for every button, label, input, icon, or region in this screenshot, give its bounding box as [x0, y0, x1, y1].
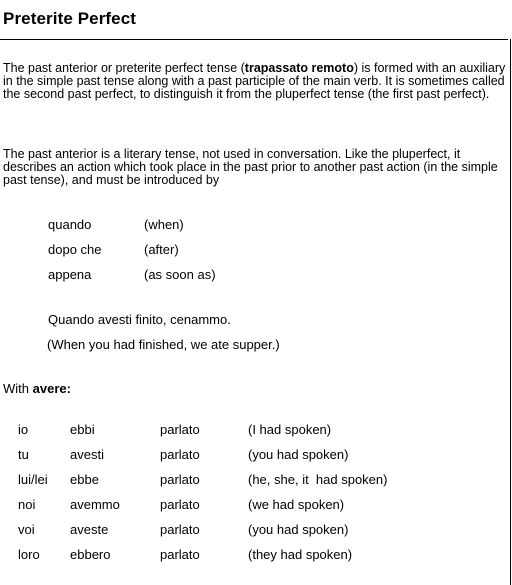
translation-cell: (you had spoken) — [248, 447, 349, 462]
participle-cell: parlato — [160, 497, 200, 512]
conjunction-italian: dopo che — [48, 242, 102, 257]
conjunction-english: (when) — [144, 217, 184, 232]
with-avere-label — [3, 381, 71, 396]
auxiliary-cell: ebbero — [70, 547, 111, 562]
right-border — [510, 39, 511, 585]
auxiliary-cell: aveste — [70, 522, 109, 537]
auxiliary-cell: avemmo — [70, 497, 120, 512]
participle-cell: parlato — [160, 547, 200, 562]
conjunction-italian: quando — [48, 217, 92, 232]
pronoun-cell: lui/lei — [18, 472, 48, 487]
auxiliary-cell: ebbi — [70, 422, 95, 437]
intro-text-end: ) is formed with an auxiliary in the simple past tense along with a past participle of the main verb. It is sometimes called the second past perfect, to distinguish it from the pluperfect tense (the first past perfect). — [3, 61, 506, 101]
conjunction-english: (after) — [144, 242, 179, 257]
auxiliary-cell: avesti — [70, 447, 104, 462]
pronoun-cell: io — [18, 422, 29, 437]
pronoun-cell: voi — [18, 522, 35, 537]
participle-cell: parlato — [160, 422, 200, 437]
participle-cell: parlato — [160, 472, 200, 487]
page-title: Preterite Perfect — [3, 9, 137, 28]
with-verb: avere: — [32, 381, 71, 396]
pronoun-cell: loro — [18, 547, 40, 562]
conjunction-italian: appena — [48, 267, 92, 282]
title-divider — [0, 39, 508, 40]
intro-bold-term: trapassato remoto — [244, 61, 354, 75]
translation-cell: (I had spoken) — [248, 422, 332, 437]
literary-paragraph: The past anterior is a literary tense, not used in conversation. Like the pluperfect, it describes an action which took place in the past prior to another past action (in the simple past tense), and must be introduced by — [3, 147, 498, 187]
participle-cell: parlato — [160, 447, 200, 462]
translation-cell: (they had spoken) — [248, 547, 353, 562]
auxiliary-cell: ebbe — [70, 472, 99, 487]
translation-cell: (we had spoken) — [248, 497, 345, 512]
translation-cell: (he, she, it had spoken) — [248, 472, 388, 487]
translation-cell: (you had spoken) — [248, 522, 349, 537]
pronoun-cell: noi — [18, 497, 36, 512]
participle-cell: parlato — [160, 522, 200, 537]
conjunction-english: (as soon as) — [144, 267, 216, 282]
pronoun-cell: tu — [18, 447, 29, 462]
intro-text-start: The past anterior or preterite perfect tense ( — [3, 61, 245, 75]
with-prefix: With — [3, 381, 33, 396]
example-english: (When you had finished, we ate supper.) — [47, 337, 280, 352]
intro-paragraph — [3, 62, 508, 101]
example-italian: Quando avesti finito, cenammo. — [48, 312, 231, 327]
